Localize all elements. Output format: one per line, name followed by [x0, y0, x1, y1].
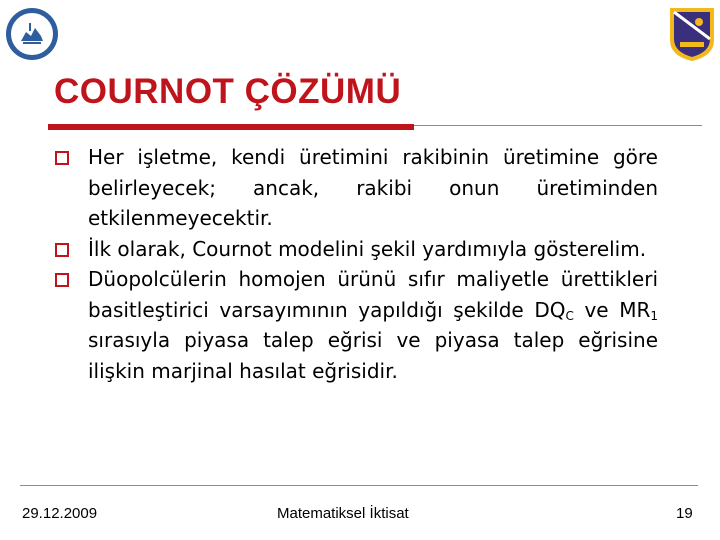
footer-date: 29.12.2009 [22, 505, 98, 522]
subscript-c: C [565, 308, 574, 323]
hollow-square-bullet-icon [55, 243, 69, 257]
title-accent-bar [48, 124, 414, 130]
hollow-square-bullet-icon [55, 273, 69, 287]
faculty-emblem-icon [668, 6, 716, 62]
bullet-item [52, 234, 658, 265]
bullet-text-part: ve MR [573, 297, 651, 322]
subscript-1: 1 [650, 308, 658, 323]
bullet-item [52, 264, 658, 386]
bullet-text: İlk olarak, Cournot modelini şekil yardımıyla gösterelim. [88, 236, 647, 261]
university-seal-icon [4, 6, 60, 62]
page-number: 19 [676, 505, 693, 522]
bullet-text [88, 267, 658, 383]
bullet-text-part: Düopolcülerin homojen ürünü sıfır maliyetle ürettikleri basitleştirici varsayımının yapıldığı şekilde DQ [88, 267, 658, 322]
bullet-text: Her işletme, kendi üretimini rakibinin üretimine göre belirleyecek; ancak, rakibi onun üretiminden etkilenmeyecektir. [88, 145, 658, 230]
slide-title: COURNOT ÇÖZÜMÜ [54, 72, 402, 111]
bullet-item [52, 142, 658, 234]
bullet-text-part: sırasıyla piyasa talep eğrisi ve piyasa talep eğrisine ilişkin marjinal hasılat eğrisidir. [88, 328, 658, 383]
bullet-list [52, 142, 658, 386]
footer-divider [20, 485, 698, 486]
footer-course-title: Matematiksel İktisat [277, 505, 409, 522]
hollow-square-bullet-icon [55, 151, 69, 165]
